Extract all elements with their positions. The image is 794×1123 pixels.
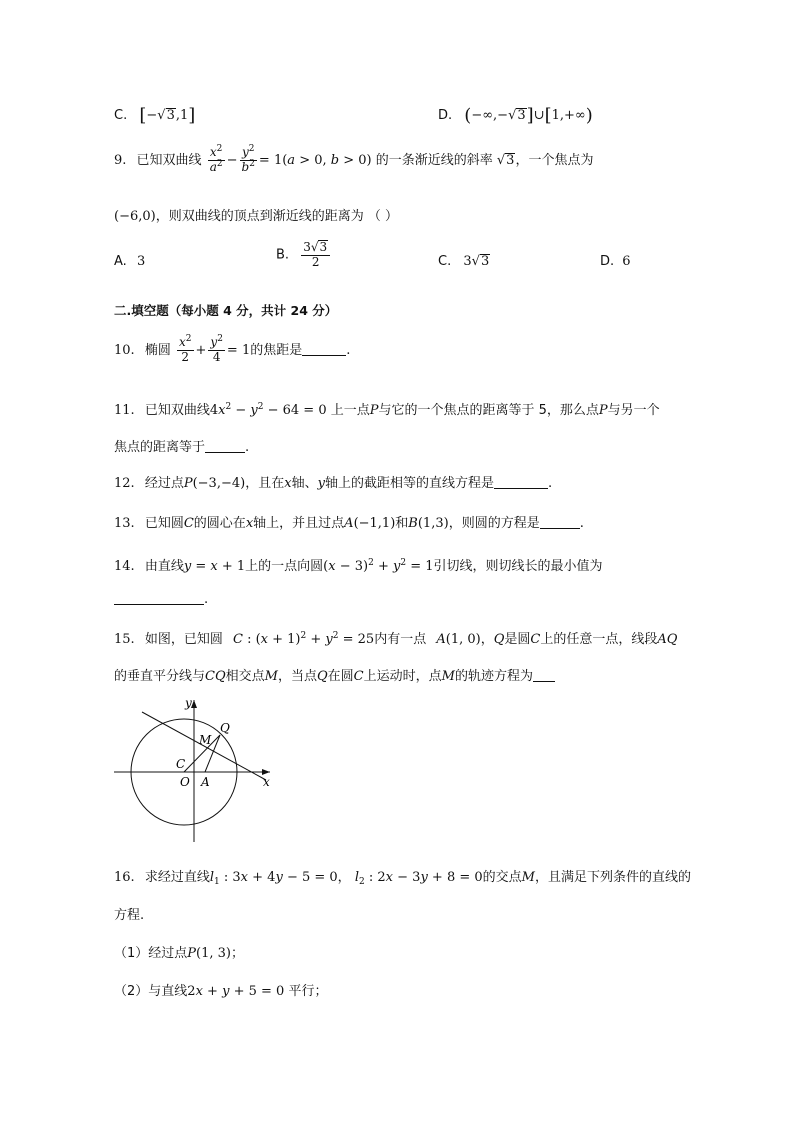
answer-blank[interactable] [205, 440, 245, 453]
label-a: A [201, 775, 210, 789]
label-x: x [263, 775, 270, 789]
q15-line2: 的垂直平分线与CQ相交点M，当点Q在圆C上运动时，点M的轨迹方程为 [114, 665, 555, 684]
answer-blank[interactable] [540, 516, 580, 529]
answer-blank[interactable] [533, 669, 555, 682]
answer-blank[interactable] [302, 343, 346, 356]
q9-line1: 9. 已知双曲线 $\frac{x^2}{a^2}$ − $\frac{y^2}{b^2}$ = 1(a > 0, b > 0) 的一条渐近线的斜率 √3，一个焦点为 [114, 144, 594, 174]
q11-line1: 11. 已知双曲线$4x^2 - y^2 - 64 = 0$ 上一点P与它的一个焦点的距离等于 5，那么点P与另一个 [114, 402, 660, 418]
q8-option-c: C. [−√3,1] [114, 105, 196, 126]
question-number: 9. [114, 152, 127, 168]
q9-option-b: B. $\frac{3√3}{2}$ [276, 240, 332, 270]
q10: 10. 椭圆 $\frac{x^2}{2}$ + $\frac{y^2}{4}$ = 1的焦距是 . [114, 334, 351, 364]
section-heading: 二.填空题（每小题 4 分，共计 24 分） [114, 303, 338, 318]
answer-blank[interactable] [114, 592, 204, 605]
label-y: y [185, 696, 192, 710]
q11-line2: 焦点的距离等于 . [114, 440, 250, 455]
q9-option-d: D. 6 [600, 254, 631, 269]
q15-line1: 15. 如图，已知圆 C : $(x + 1)^2 + y^2 = 25$内有一点 A(1, 0)，Q是圆C上的任意一点，线段AQ [114, 631, 678, 647]
y-axis-arrow [191, 700, 197, 708]
option-label: D. [438, 108, 453, 123]
q8-option-d: D. (−∞,−√3]∪[1,+∞) [438, 105, 593, 126]
option-label: C. [114, 108, 128, 123]
q16-line1: 16. 求经过直线$l_1$ : 3x + 4y − 5 = 0， $l_2$ : 2x − 3y + 8 = 0的交点M，且满足下列条件的直线的 [114, 870, 691, 887]
q9-option-c: C. 3√3 [438, 254, 490, 269]
q9-line2: (−6,0)，则双曲线的顶点到渐近线的距离为 （ ） [114, 209, 398, 224]
label-m: M [199, 733, 212, 747]
label-o: O [180, 775, 190, 789]
q15-figure [110, 690, 290, 850]
answer-blank[interactable] [494, 476, 548, 489]
q16-line2: 方程. [114, 908, 145, 923]
q16-sub2: （2）与直线2x + y + 5 = 0 平行； [114, 984, 328, 999]
q9-option-a: A. 3 [114, 254, 146, 269]
q12: 12. 经过点P(−3,−4)，且在x轴、y轴上的截距相等的直线方程是 . [114, 476, 553, 491]
label-q: Q [220, 721, 230, 735]
q14-line2: . [114, 592, 208, 607]
q13: 13. 已知圆C的圆心在x轴上，并且过点A(−1,1)和B(1,3)，则圆的方程是 . [114, 516, 584, 531]
q14-line1: 14. 由直线y = x + 1上的一点向圆$(x - 3)^2 + y^2 = 1$引切线，则切线长的最小值为 [114, 558, 603, 574]
label-c: C [176, 757, 186, 771]
q16-sub1: （1）经过点P(1, 3)； [114, 946, 244, 961]
